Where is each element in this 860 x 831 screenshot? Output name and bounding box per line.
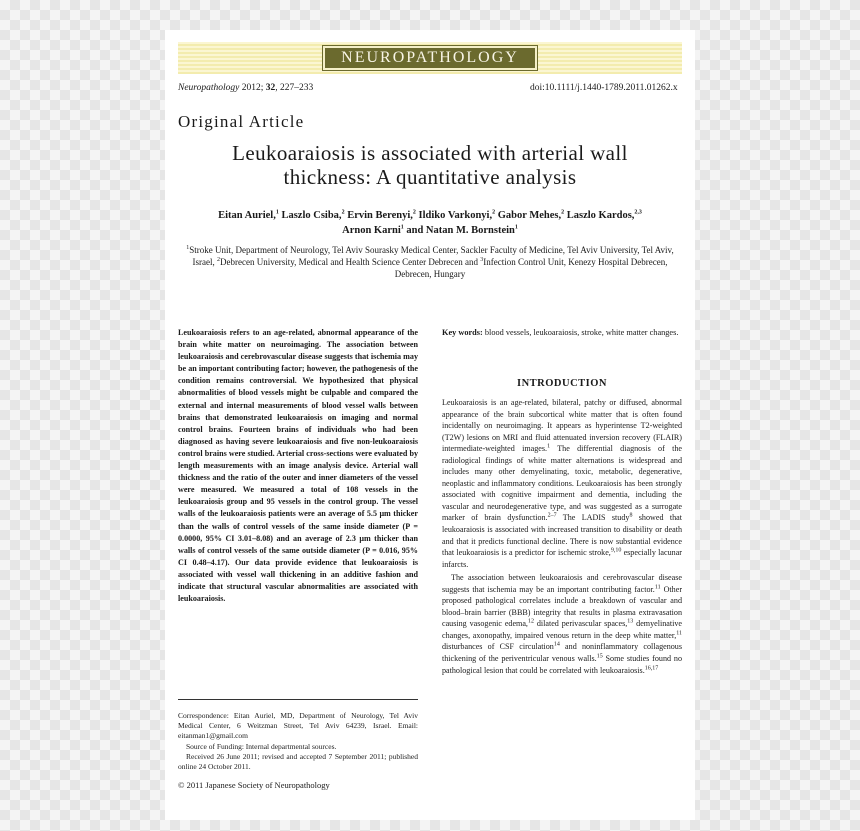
authors-line-2: Arnon Karni$^1$ and Natan M. Bornstein$^1$ xyxy=(342,224,518,236)
intro-paragraph-2: The association between leukoaraiosis and cerebrovascular disease suggests that ischemia may be an important contributing factor.$^{11}$ Other proposed pathological correlates include a breakdown of vascular and blood–brain barrier (BBB) integrity that results in plasma extravasation causing vasogenic edema,$^{12}$ dilated perivascular spaces,$^{13}$ demyelinative changes, axonopathy, impaired venous return in the deep white matter,$^{11}$ disturbances of CSF circulation$^{14}$ and noninflammatory collagenous thickening of the periventricular venous walls.$^{15}$ Some studies found no pathological lesion that could be correlated with leukoaraiosis.$^{16,17}$ xyxy=(442,573,683,675)
keywords xyxy=(442,327,682,339)
section-label: Original Article xyxy=(178,112,305,131)
introduction-body xyxy=(442,397,682,676)
funding-note: Source of Funding: Internal departmental sources. xyxy=(186,741,337,751)
footnote-divider xyxy=(178,699,418,700)
journal-reference: Neuropathology 2012; 32, 227–233 xyxy=(178,83,314,93)
abstract: Leukoaraiosis refers to an age-related, abnormal appearance of the brain white matter on neuroimaging. The association between leukoaraiosis and cerebrovascular disease suggests that ischemia may be an important contributing factor; however, the pathogenesis of the condition remains controversial. We hypothesized that physical abnormalities of blood vessels might be culpable and compared the external and internal measurements of blood vessel walls between brains that demonstrated leukoaraiosis on imaging and normal control brains. Fourteen brains of individuals who had been diagnosed as having severe leukoaraiosis and five non-leukoaraiosis control brains were studied. Arterial cross-sections were evaluated by length measurements with an image analysis device. Arterial wall thickness and the ratio of the outer and inner diameters of the vessel were measured. We measured a total of 108 vessels in the leukoaraiosis group and 95 vessels in the control group. The vessel walls of the leukoaraiosis patients were an average of 5.5 μm thicker than the walls of control vessels of the same inside diameter (P = 0.0000, 95% CI 3.01–8.08) and an average of 2.3 μm thicker than walls of control vessels of the same outside diameter (P = 0.016, 95% CI 0.48–4.17). Our data provide evidence that leukoaraiosis is associated with vessel wall thickening in an additive fashion and indicate that structural vascular abnormalities are associated with leukoaraiosis. xyxy=(178,328,418,604)
received-note: Received 26 June 2011; revised and accepted 7 September 2011; published online 24 October 2011. xyxy=(178,751,418,772)
intro-paragraph-1: Leukoaraiosis is an age-related, bilateral, patchy or diffused, abnormal appearance of the brain subcortical white matter that is often found incidentally on neuroimaging. It appears as hyperintense T2-weighted (T2W) lesions on MRI and fluid attenuated inversion recovery (FLAIR) intermediate-weighted images.$^1$ The differential diagnosis of the radiological findings of white matter alternations is widespread and includes many other demyelinating, toxic, metabolic, degenerative, neoplastic and inflammatory conditions. Leukoaraiosis has been strongly associated with cognitive impairment and dementia, including the vascular and neurodegenerative type, and was suggested as a surrogate marker of brain dysfunction.$^{2-7}$ The LADIS study$^8$ showed that leukoaraiosis is associated with increased transition to disability or death and that it predicts functional decline. There is now substantial evidence that leukoaraiosis is a predictor for ischemic stroke,$^{9,10}$ especially lacunar infarcts. xyxy=(442,398,682,569)
introduction-heading: INTRODUCTION xyxy=(516,378,607,389)
keywords-text: blood vessels, leukoaraiosis, stroke, white matter changes. xyxy=(484,328,679,337)
keywords-label: Key words: xyxy=(442,328,483,337)
author-list xyxy=(178,208,682,238)
article-title xyxy=(178,141,682,189)
title-line-1: Leukoaraiosis is associated with arterial wall xyxy=(232,141,628,165)
journal-name: NEUROPATHOLOGY xyxy=(341,49,519,66)
doi: doi:10.1111/j.1440-1789.2011.01262.x xyxy=(530,83,678,93)
affiliations: $^1$Stroke Unit, Department of Neurology, Tel Aviv Sourasky Medical Center, Sackler Faculty of Medicine, Tel Aviv University, Tel Aviv, Israel, $^2$Debrecen University, Medical and Health Science Center Debrecen and $^3$Infection Control Unit, Kenezy Hospital Debrecen, Debrecen, Hungary xyxy=(186,245,674,279)
title-line-2: thickness: A quantitative analysis xyxy=(283,165,577,189)
authors-line-1: Eitan Auriel,$^1$ Laszlo Csiba,$^2$ Ervin Berenyi,$^2$ Ildiko Varkonyi,$^2$ Gabor Mehes,$^2$ Laszlo Kardos,$^{2,3}$ xyxy=(218,209,642,221)
copyright: © 2011 Japanese Society of Neuropathology xyxy=(178,780,330,790)
correspondence-note: Correspondence: Eitan Auriel, MD, Department of Neurology, Tel Aviv Medical Center, 6 Weitzman Street, Tel Aviv 64239, Israel. Email: eitanman1@gmail.com xyxy=(178,711,418,741)
footnotes xyxy=(178,711,418,772)
